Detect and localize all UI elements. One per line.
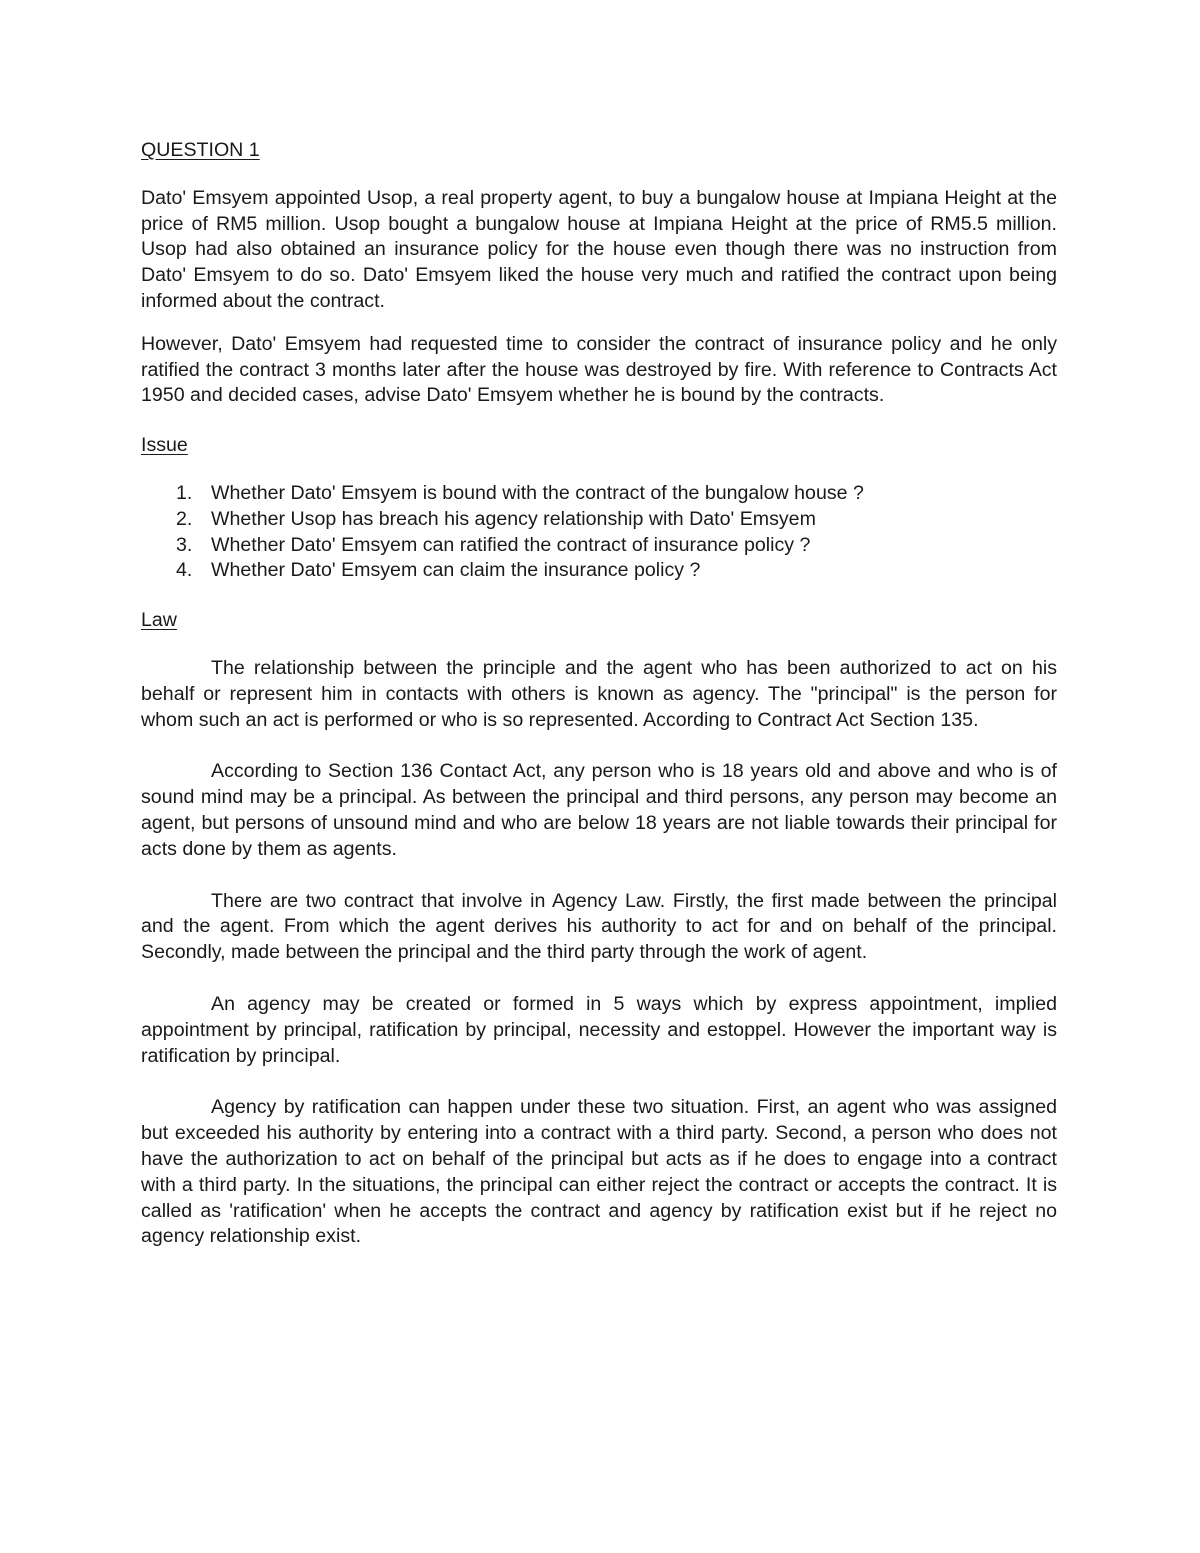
list-item-text: Whether Dato' Emsyem can ratified the contract of insurance policy ?	[211, 533, 811, 556]
list-item	[141, 481, 1057, 507]
list-item-number: 4.	[176, 559, 193, 582]
list-item-text: Whether Usop has breach his agency relationship with Dato' Emsyem	[211, 507, 816, 530]
law-paragraph: An agency may be created or formed in 5 ways which by express appointment, implied appointment by principal, ratification by principal, necessity and estoppel. However the important way is ratification by principal.	[141, 992, 1057, 1067]
list-item-number: 2.	[176, 507, 193, 530]
question-paragraph: Dato' Emsyem appointed Usop, a real property agent, to buy a bungalow house at Impiana Height at the price of RM5 million. Usop bought a bungalow house at Impiana Height at the price of RM5.5 million. Usop had also obtained an insurance policy for the house even though there was no instruction from Dato' Emsyem to do so. Dato' Emsyem liked the house very much and ratified the contract upon being informed about the contract.	[141, 186, 1057, 312]
list-item	[141, 507, 1057, 533]
law-paragraph: Agency by ratification can happen under these two situation. First, an agent who was assigned but exceeded his authority by entering into a contract with a third party. Second, a person who does not have the authorization to act on behalf of the principal but acts as if he does to engage into a contract with a third party. In the situations, the principal can either reject the contract or accepts the contract. It is called as 'ratification' when he accepts the contract and agency by ratification exist but if he reject no agency relationship exist.	[141, 1096, 1057, 1248]
list-item	[141, 558, 1057, 584]
question-title: QUESTION 1	[141, 139, 260, 161]
law-paragraph: The relationship between the principle and the agent who has been authorized to act on his behalf or represent him in contacts with others is known as agency. The "principal" is the person for whom such an act is performed or who is so represented. According to Contract Act Section 135.	[141, 656, 1057, 731]
document-page	[141, 138, 1057, 1250]
list-item	[141, 533, 1057, 559]
list-item-text: Whether Dato' Emsyem is bound with the contract of the bungalow house ?	[211, 481, 864, 504]
law-paragraph: There are two contract that involve in Agency Law. Firstly, the first made between the principal and the agent. From which the agent derives his authority to act for and on behalf of the principal. Secondly, made between the principal and the third party through the work of agent.	[141, 889, 1057, 964]
list-item-number: 3.	[176, 533, 193, 556]
law-heading: Law	[141, 609, 177, 632]
issue-list	[141, 481, 1057, 584]
question-paragraph: However, Dato' Emsyem had requested time to consider the contract of insurance policy and he only ratified the contract 3 months later after the house was destroyed by fire. With reference to Contracts Act 1950 and decided cases, advise Dato' Emsyem whether he is bound by the contracts.	[141, 332, 1057, 407]
law-paragraph: According to Section 136 Contact Act, any person who is 18 years old and above and who is of sound mind may be a principal. As between the principal and third persons, any person may become an agent, but persons of unsound mind and who are below 18 years are not liable towards their principal for acts done by them as agents.	[141, 760, 1057, 860]
issue-heading: Issue	[141, 434, 188, 457]
list-item-number: 1.	[176, 481, 193, 504]
list-item-text: Whether Dato' Emsyem can claim the insurance policy ?	[211, 559, 701, 582]
